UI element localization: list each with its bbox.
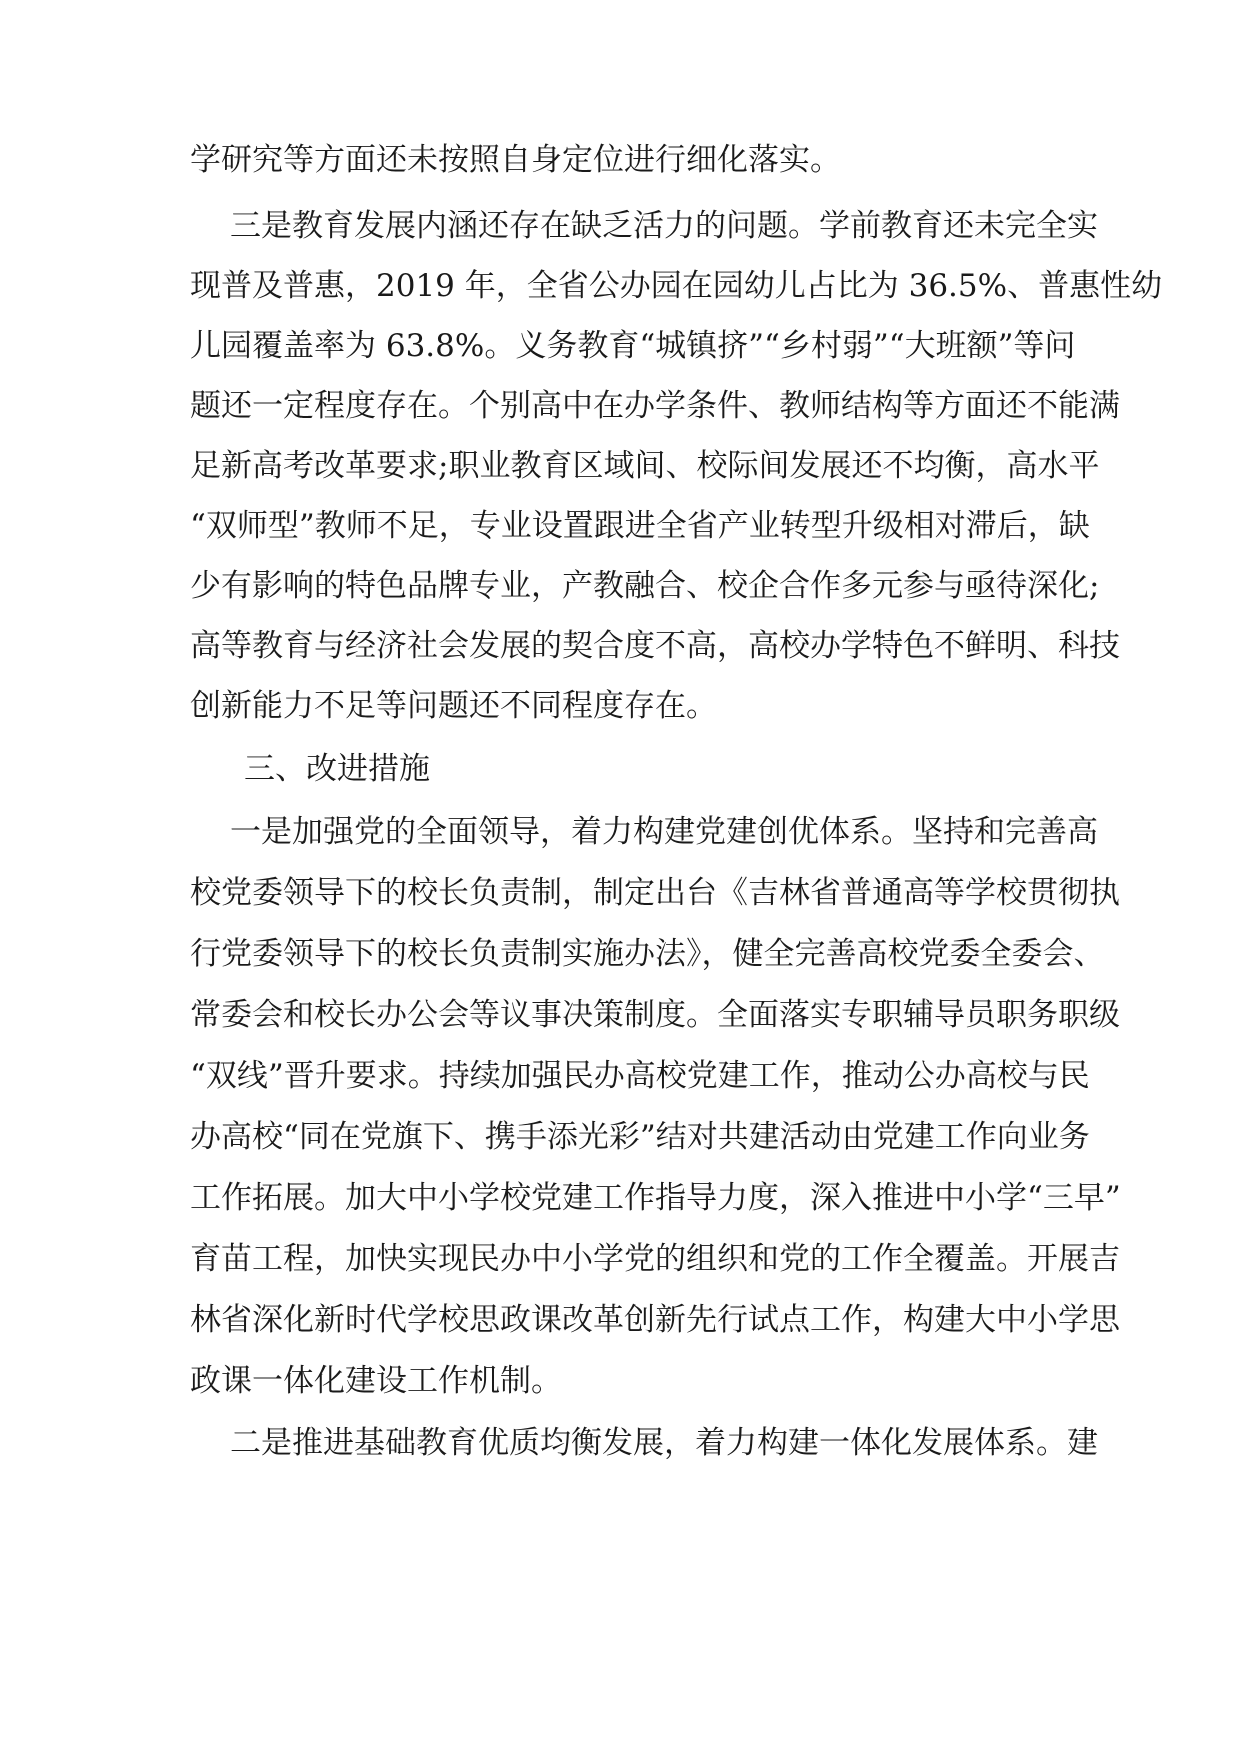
- paragraph-line: 校党委领导下的校长负责制，制定出台《吉林省普通高等学校贯彻执: [190, 875, 1120, 911]
- paragraph-line: 工作拓展。加大中小学校党建工作指导力度，深入推进中小学“三早”: [190, 1180, 1121, 1216]
- paragraph-line: “双师型”教师不足，专业设置跟进全省产业转型升级相对滞后，缺: [190, 508, 1090, 544]
- paragraph-line: 儿园覆盖率为 63.8%。义务教育“城镇挤”“乡村弱”“大班额”等问: [190, 328, 1076, 364]
- paragraph-line: 政课一体化建设工作机制。: [190, 1363, 562, 1399]
- paragraph-line: 三是教育发展内涵还存在缺乏活力的问题。学前教育还未完全实: [230, 208, 1098, 244]
- paragraph-line: 一是加强党的全面领导，着力构建党建创优体系。坚持和完善高: [230, 814, 1098, 850]
- paragraph-line: 学研究等方面还未按照自身定位进行细化落实。: [190, 142, 841, 178]
- paragraph-line: 育苗工程，加快实现民办中小学党的组织和党的工作全覆盖。开展吉: [190, 1241, 1120, 1277]
- paragraph-line: 常委会和校长办公会等议事决策制度。全面落实专职辅导员职务职级: [190, 997, 1120, 1033]
- paragraph-line: “双线”晋升要求。持续加强民办高校党建工作，推动公办高校与民: [190, 1058, 1090, 1094]
- paragraph-line: 足新高考改革要求;职业教育区域间、校际间发展还不均衡，高水平: [190, 448, 1100, 484]
- paragraph-line: 高等教育与经济社会发展的契合度不高，高校办学特色不鲜明、科技: [190, 628, 1120, 664]
- paragraph-line: 少有影响的特色品牌专业，产教融合、校企合作多元参与亟待深化;: [190, 568, 1100, 604]
- paragraph-line: 题还一定程度存在。个别高中在办学条件、教师结构等方面还不能满: [190, 388, 1120, 424]
- paragraph-line: 现普及普惠，2019 年，全省公办园在园幼儿占比为 36.5%、普惠性幼: [190, 268, 1163, 304]
- paragraph-line: 二是推进基础教育优质均衡发展，着力构建一体化发展体系。建: [230, 1425, 1098, 1461]
- section-heading: 三、改进措施: [244, 751, 430, 787]
- paragraph-line: 创新能力不足等问题还不同程度存在。: [190, 688, 717, 724]
- paragraph-line: 办高校“同在党旗下、携手添光彩”结对共建活动由党建工作向业务: [190, 1119, 1090, 1155]
- paragraph-line: 林省深化新时代学校思政课改革创新先行试点工作，构建大中小学思: [190, 1302, 1120, 1338]
- paragraph-line: 行党委领导下的校长负责制实施办法》，健全完善高校党委全委会、: [190, 936, 1105, 972]
